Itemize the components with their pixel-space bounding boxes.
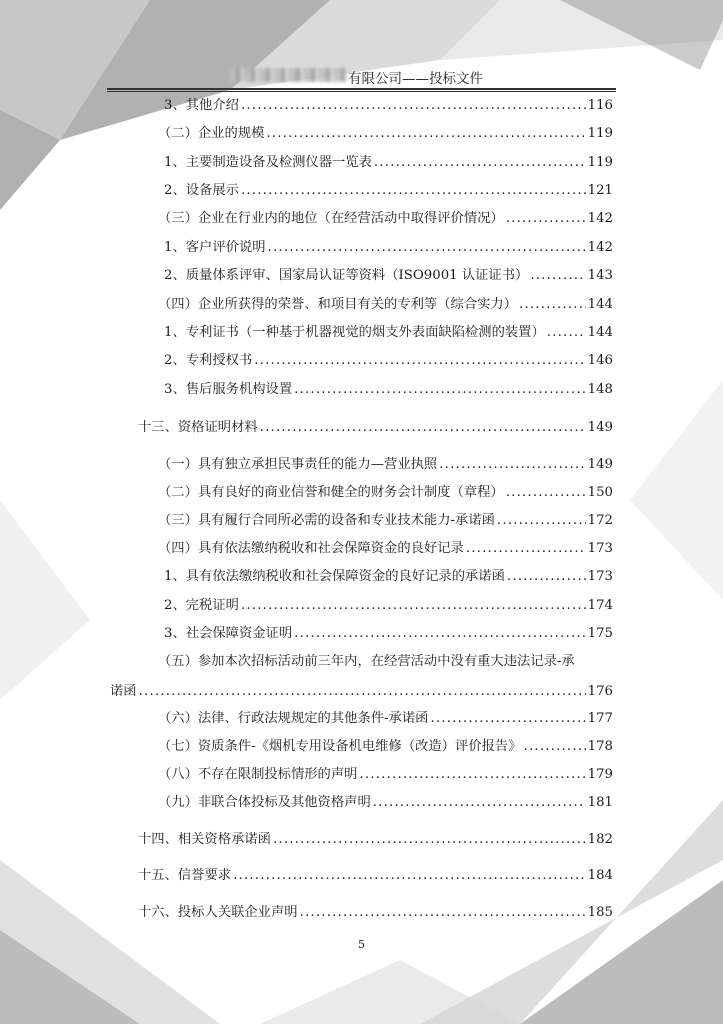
toc-entry-page: 173 bbox=[587, 541, 613, 556]
toc-entry-title: 1、专利证书（一种基于机器视觉的烟支外表面缺陷检测的装置） bbox=[164, 325, 545, 340]
toc-dot-leader bbox=[374, 153, 586, 173]
toc-entry[interactable] bbox=[164, 323, 613, 343]
toc-entry[interactable] bbox=[164, 153, 613, 173]
toc-entry[interactable] bbox=[164, 380, 613, 400]
toc-entry-page: 182 bbox=[587, 832, 613, 847]
toc-entry-title: 1、客户评价说明 bbox=[164, 240, 266, 255]
toc-entry[interactable] bbox=[164, 596, 613, 616]
toc-entry-page: 119 bbox=[587, 155, 613, 170]
toc-entry-page: 173 bbox=[587, 569, 613, 584]
toc-dot-leader bbox=[139, 682, 586, 702]
toc-entry[interactable] bbox=[158, 209, 613, 229]
toc-dot-leader bbox=[506, 209, 586, 229]
toc-dot-leader bbox=[241, 181, 586, 201]
toc-dot-leader bbox=[273, 830, 586, 850]
toc-entry[interactable] bbox=[158, 483, 613, 503]
toc-entry[interactable] bbox=[158, 737, 613, 757]
toc-entry-page: 176 bbox=[587, 684, 613, 699]
toc-dot-leader bbox=[430, 709, 585, 729]
toc-entry-page: 181 bbox=[587, 795, 613, 810]
toc-entry[interactable] bbox=[158, 511, 613, 531]
toc-entry[interactable] bbox=[164, 266, 613, 286]
toc-entry-page: 142 bbox=[587, 211, 613, 226]
page-number: 5 bbox=[358, 938, 365, 951]
header-title: 有限公司——投标文件 bbox=[348, 71, 483, 87]
toc-dot-leader bbox=[507, 567, 586, 587]
toc-entry-title: （八）不存在限制投标情形的声明 bbox=[158, 767, 358, 782]
toc-entry[interactable] bbox=[158, 295, 613, 315]
toc-entry-title: 1、主要制造设备及检测仪器一览表 bbox=[164, 155, 372, 170]
toc-entry-title: 十六、投标人关联企业声明 bbox=[138, 905, 298, 920]
toc-entry[interactable] bbox=[138, 903, 613, 923]
toc-dot-leader bbox=[294, 380, 585, 400]
toc-entry-page: 116 bbox=[587, 98, 613, 113]
toc-dot-leader bbox=[519, 295, 586, 315]
toc-entry-title: （九）非联合体投标及其他资格声明 bbox=[158, 795, 371, 810]
toc-entry-page: 184 bbox=[587, 868, 613, 883]
toc-entry-page: 185 bbox=[587, 905, 613, 920]
toc-dot-leader bbox=[524, 737, 586, 757]
toc-dot-leader bbox=[530, 266, 585, 286]
toc-dot-leader bbox=[373, 793, 586, 813]
toc-entry[interactable] bbox=[158, 765, 613, 785]
toc-entry-page: 179 bbox=[587, 767, 613, 782]
toc-dot-leader bbox=[466, 539, 586, 559]
toc-entry-title: （四）具有依法缴纳税收和社会保障资金的良好记录 bbox=[158, 541, 464, 556]
toc-entry-title: （二）企业的规模 bbox=[158, 126, 265, 141]
toc-entry-title: 3、其他介绍 bbox=[164, 98, 239, 113]
toc-entry-page: 150 bbox=[587, 485, 613, 500]
toc-dot-leader bbox=[359, 765, 585, 785]
toc-entry-page: 146 bbox=[587, 353, 613, 368]
toc-dot-leader bbox=[268, 238, 586, 258]
toc-entry[interactable] bbox=[164, 351, 613, 371]
toc-dot-leader bbox=[300, 903, 586, 923]
toc-entry[interactable] bbox=[164, 96, 613, 116]
toc-dot-leader bbox=[497, 511, 586, 531]
toc-entry-title: 2、质量体系评审、国家局认证等资料（ISO9001 认证证书） bbox=[164, 268, 529, 283]
toc-entry[interactable] bbox=[138, 866, 613, 886]
toc-entry-title: （七）资质条件-《烟机专用设备机电维修（改造）评价报告》 bbox=[158, 739, 522, 754]
toc-dot-leader bbox=[266, 124, 585, 144]
toc-entry-page: 144 bbox=[587, 325, 613, 340]
toc-entry-page: 149 bbox=[587, 457, 613, 472]
toc-entry-title: （三）具有履行合同所必需的设备和专业技术能力-承诺函 bbox=[158, 513, 495, 528]
toc-entry-title: （三）企业在行业内的地位（在经营活动中取得评价情况） bbox=[158, 211, 504, 226]
toc-entry[interactable] bbox=[164, 624, 613, 644]
toc-entry-page: 143 bbox=[587, 268, 613, 283]
toc-entry-title: 诺函 bbox=[110, 684, 137, 699]
toc-entry[interactable] bbox=[158, 539, 613, 559]
toc-entry[interactable] bbox=[164, 238, 613, 258]
toc-dot-leader bbox=[241, 596, 586, 616]
toc-entry-page: 175 bbox=[587, 626, 613, 641]
toc-entry-title: 3、售后服务机构设置 bbox=[164, 382, 293, 397]
toc-entry[interactable] bbox=[164, 181, 613, 201]
toc-dot-leader bbox=[439, 455, 585, 475]
toc-entry-title: （六）法律、行政法规规定的其他条件-承诺函 bbox=[158, 711, 429, 726]
toc-entry[interactable] bbox=[164, 567, 613, 587]
toc-entry-page: 142 bbox=[587, 240, 613, 255]
toc-entry-page: 174 bbox=[587, 598, 613, 613]
toc-dot-leader bbox=[241, 96, 586, 116]
toc-entry-title: 2、设备展示 bbox=[164, 183, 239, 198]
toc-entry[interactable] bbox=[138, 418, 613, 438]
toc-entry-page: 172 bbox=[587, 513, 613, 528]
toc-entry-title: （二）具有良好的商业信誉和健全的财务会计制度（章程） bbox=[158, 485, 504, 500]
toc-entry-title: 十四、相关资格承诺函 bbox=[138, 832, 271, 847]
toc-entry-page: 177 bbox=[587, 711, 613, 726]
toc-entry-page: 148 bbox=[587, 382, 613, 397]
toc-entry-page: 121 bbox=[587, 183, 613, 198]
toc-entry-title: 十五、信誉要求 bbox=[138, 868, 232, 883]
toc-entry-page: 178 bbox=[587, 739, 613, 754]
toc-entry-title: 3、社会保障资金证明 bbox=[164, 626, 293, 641]
toc-dot-leader bbox=[254, 351, 585, 371]
toc-entry-title: 2、专利授权书 bbox=[164, 353, 253, 368]
toc-dot-leader bbox=[294, 624, 585, 644]
toc-entry-title: （四）企业所获得的荣誉、和项目有关的专利等（综合实力） bbox=[158, 297, 518, 312]
toc-entry-wrap-line: （五）参加本次招标活动前三年内，在经营活动中没有重大违法记录-承 bbox=[158, 654, 575, 669]
toc-entry[interactable] bbox=[158, 124, 613, 144]
toc-entry[interactable] bbox=[138, 830, 613, 850]
toc-dot-leader bbox=[260, 418, 586, 438]
toc-dot-leader bbox=[506, 483, 586, 503]
toc-entry[interactable] bbox=[158, 709, 613, 729]
toc-entry-title: （一）具有独立承担民事责任的能力—营业执照 bbox=[158, 457, 438, 472]
toc-entry[interactable] bbox=[110, 682, 613, 702]
toc-entry-page: 149 bbox=[587, 420, 613, 435]
toc-entry-title: 1、具有依法缴纳税收和社会保障资金的良好记录的承诺函 bbox=[164, 569, 505, 584]
toc-entry-title: 2、完税证明 bbox=[164, 598, 239, 613]
toc-entry[interactable] bbox=[158, 793, 613, 813]
toc-entry-page: 144 bbox=[587, 297, 613, 312]
toc-entry-page: 119 bbox=[587, 126, 613, 141]
toc-entry-title: 十三、资格证明材料 bbox=[138, 420, 258, 435]
toc-dot-leader bbox=[233, 866, 586, 886]
toc-entry[interactable] bbox=[158, 455, 613, 475]
toc-dot-leader bbox=[547, 323, 586, 343]
